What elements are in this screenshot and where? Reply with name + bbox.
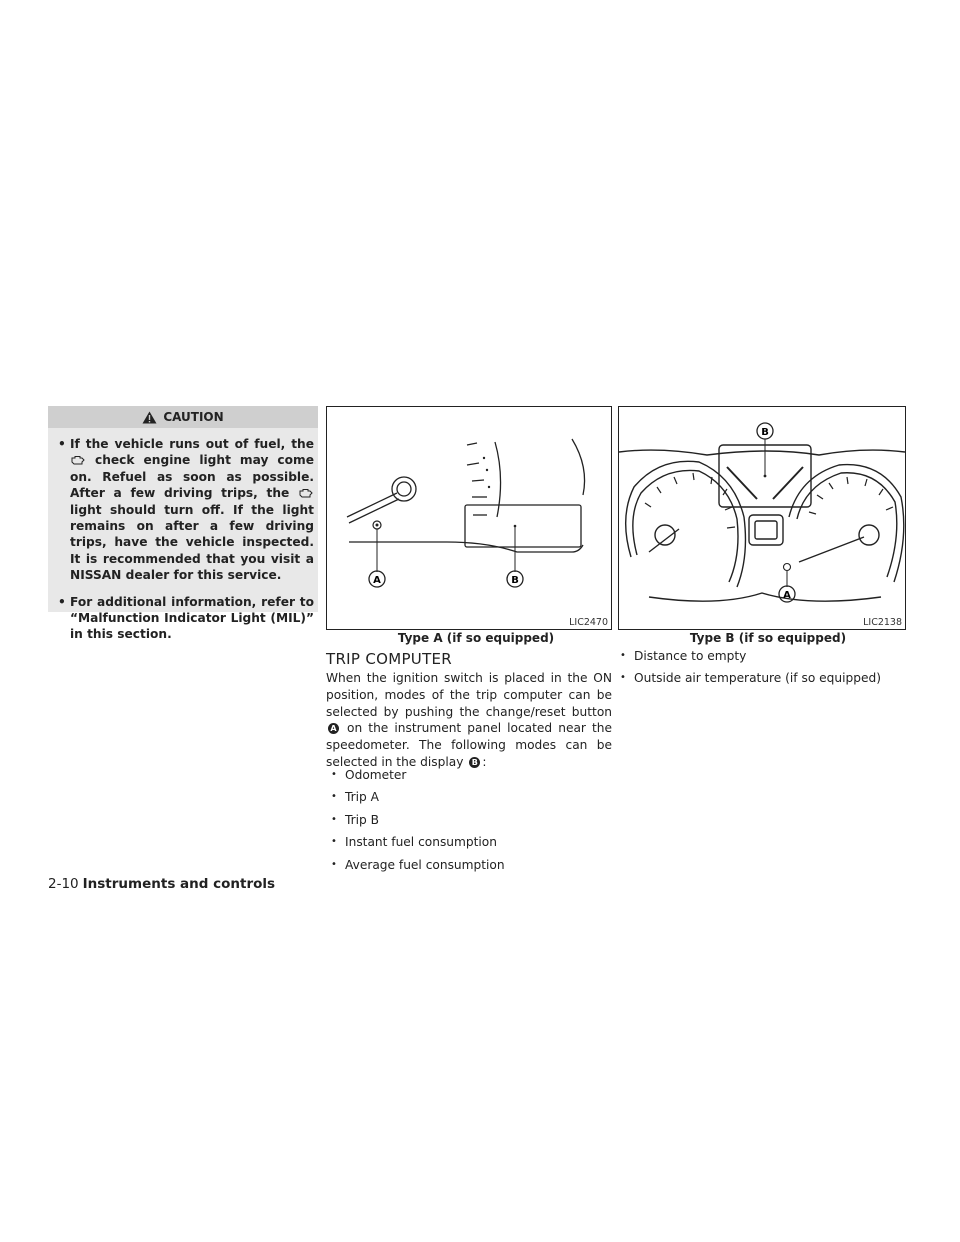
- caution-box: [48, 406, 318, 642]
- figure-code: LIC2470: [569, 617, 608, 628]
- list-item: • Distance to empty: [620, 645, 910, 667]
- figure-caption-a: Type A (if so equipped): [397, 631, 555, 645]
- warning-triangle-icon: [142, 411, 157, 424]
- check-engine-icon: [298, 488, 314, 498]
- page-footer: [48, 876, 275, 892]
- caution-text: If the vehicle runs out of fuel, the: [70, 437, 314, 451]
- footer-section: Instruments and controls: [82, 876, 276, 892]
- caution-title: CAUTION: [163, 410, 224, 424]
- caution-text: check engine light may come on. Refuel as soon as possible. After a few driving trips, the: [70, 453, 314, 501]
- list-item: • Instant fuel consumption: [331, 831, 611, 853]
- list-item: • Trip B: [331, 809, 611, 831]
- cluster-illustration-a: [327, 407, 611, 629]
- label-a: A: [783, 590, 791, 601]
- section-title: TRIP COMPUTER: [326, 650, 453, 668]
- page-number: 2-10: [48, 876, 79, 892]
- caution-header: [48, 406, 318, 428]
- list-item: • Trip A: [331, 786, 611, 808]
- list-item: • Outside air temperature (if so equipped): [620, 667, 910, 689]
- figure-caption-b: Type B (if so equipped): [689, 631, 847, 645]
- list-item: • Average fuel consumption: [331, 854, 611, 876]
- list-item: • Odometer: [331, 764, 611, 786]
- check-engine-icon: [70, 455, 86, 465]
- label-b: B: [511, 575, 519, 586]
- caution-text: light should turn off. If the light remains on after a few driving trips, have the vehicle inspected. It is recommended that you visit a NISSAN dealer for this service.: [70, 502, 314, 583]
- modes-list: [331, 764, 611, 876]
- label-a: A: [373, 575, 381, 586]
- figure-type-a: [326, 406, 612, 630]
- figure-type-b: [618, 406, 906, 630]
- ref-marker-a: A: [328, 723, 339, 734]
- ref-marker-b: B: [469, 757, 480, 768]
- caution-text: For additional information, refer to “Malfunction Indicator Light (MIL)” in this section.: [70, 594, 314, 642]
- figure-code: LIC2138: [863, 617, 902, 628]
- label-b: B: [761, 427, 769, 438]
- caution-item: [58, 436, 314, 584]
- cluster-illustration-b: [619, 407, 905, 629]
- modes-list-continued: [620, 645, 910, 690]
- caution-item: [58, 594, 314, 643]
- caution-list: [58, 436, 314, 653]
- section-paragraph: When the ignition switch is placed in the ON position, modes of the trip computer can be selected by pushing the change/reset button A on the instrument panel located near the speedometer. The following modes can be selected in the display B :: [326, 671, 612, 769]
